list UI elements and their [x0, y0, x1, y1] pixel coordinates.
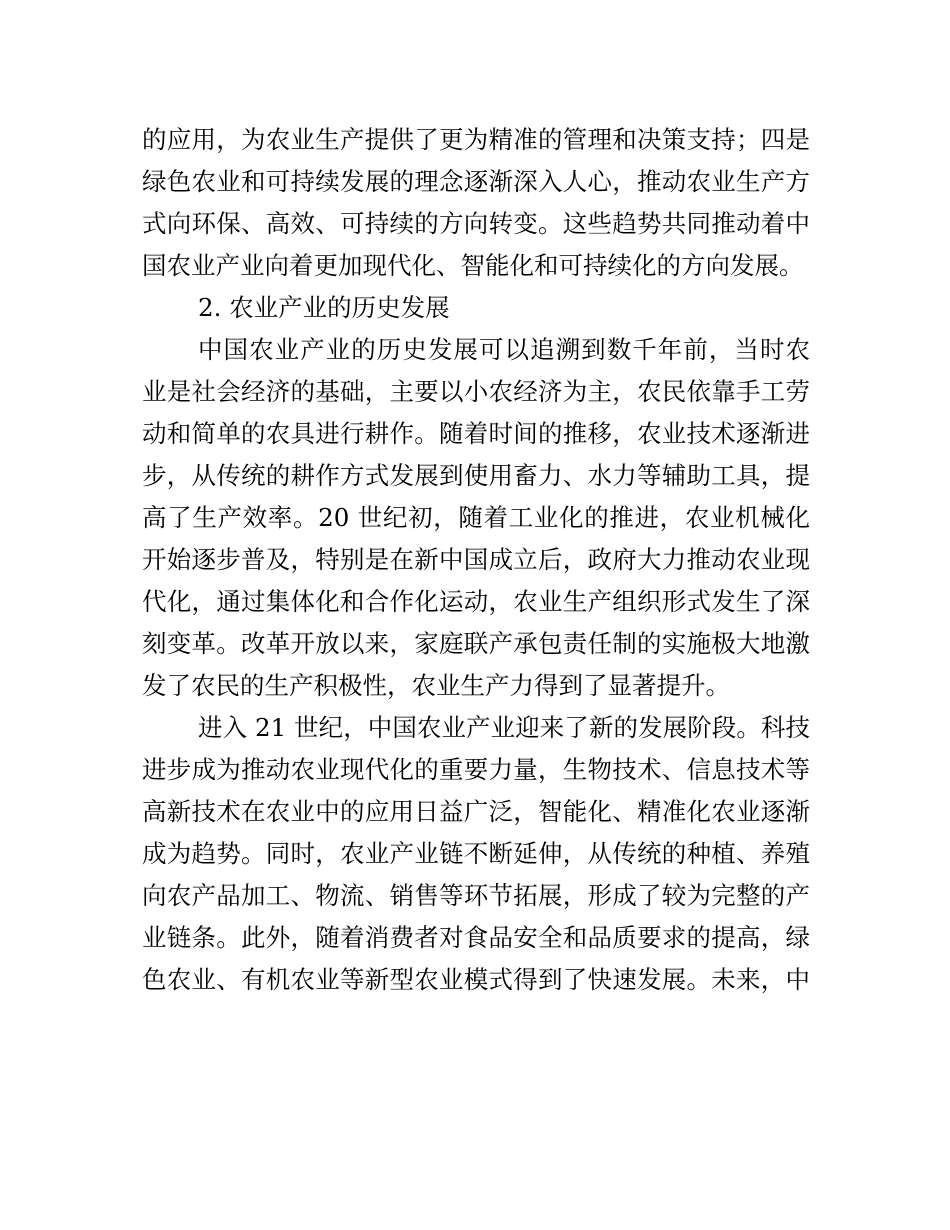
section-heading: 2. 农业产业的历史发展 — [198, 293, 450, 322]
text-line: 式向环保、高效、可持续的方向转变。这些趋势共同推动着中 — [142, 209, 810, 238]
text-line: 步，从传统的耕作方式发展到使用畜力、水力等辅助工具，提 — [142, 461, 810, 490]
text-line: 业是社会经济的基础，主要以小农经济为主，农民依靠手工劳 — [142, 377, 810, 406]
text-line: 进步成为推动农业现代化的重要力量，生物技术、信息技术等 — [142, 755, 810, 784]
paragraph-first-line: 中国农业产业的历史发展可以追溯到数千年前，当时农 — [198, 335, 810, 364]
text-line: 色农业、有机农业等新型农业模式得到了快速发展。未来，中 — [142, 965, 810, 994]
text-line: 高新技术在农业中的应用日益广泛，智能化、精准化农业逐渐 — [142, 797, 810, 826]
text-line: 刻变革。改革开放以来，家庭联产承包责任制的实施极大地激 — [142, 629, 810, 658]
text-line: 代化，通过集体化和合作化运动，农业生产组织形式发生了深 — [142, 587, 810, 616]
text-line: 绿色农业和可持续发展的理念逐渐深入人心，推动农业生产方 — [142, 167, 810, 196]
text-line: 成为趋势。同时，农业产业链不断延伸，从传统的种植、养殖 — [142, 839, 810, 868]
text-line: 的应用，为农业生产提供了更为精准的管理和决策支持；四是 — [142, 125, 810, 154]
text-line: 开始逐步普及，特别是在新中国成立后，政府大力推动农业现 — [142, 545, 810, 574]
text-line: 动和简单的农具进行耕作。随着时间的推移，农业技术逐渐进 — [142, 419, 810, 448]
paragraph-first-line: 进入 21 世纪，中国农业产业迎来了新的发展阶段。科技 — [198, 713, 810, 742]
text-line: 发了农民的生产积极性，农业生产力得到了显著提升。 — [142, 671, 730, 700]
text-line: 业链条。此外，随着消费者对食品安全和品质要求的提高，绿 — [142, 923, 810, 952]
text-line: 向农产品加工、物流、销售等环节拓展，形成了较为完整的产 — [142, 881, 810, 910]
text-line: 国农业产业向着更加现代化、智能化和可持续化的方向发展。 — [142, 251, 804, 280]
text-line: 高了生产效率。20 世纪初，随着工业化的推进，农业机械化 — [142, 503, 810, 532]
